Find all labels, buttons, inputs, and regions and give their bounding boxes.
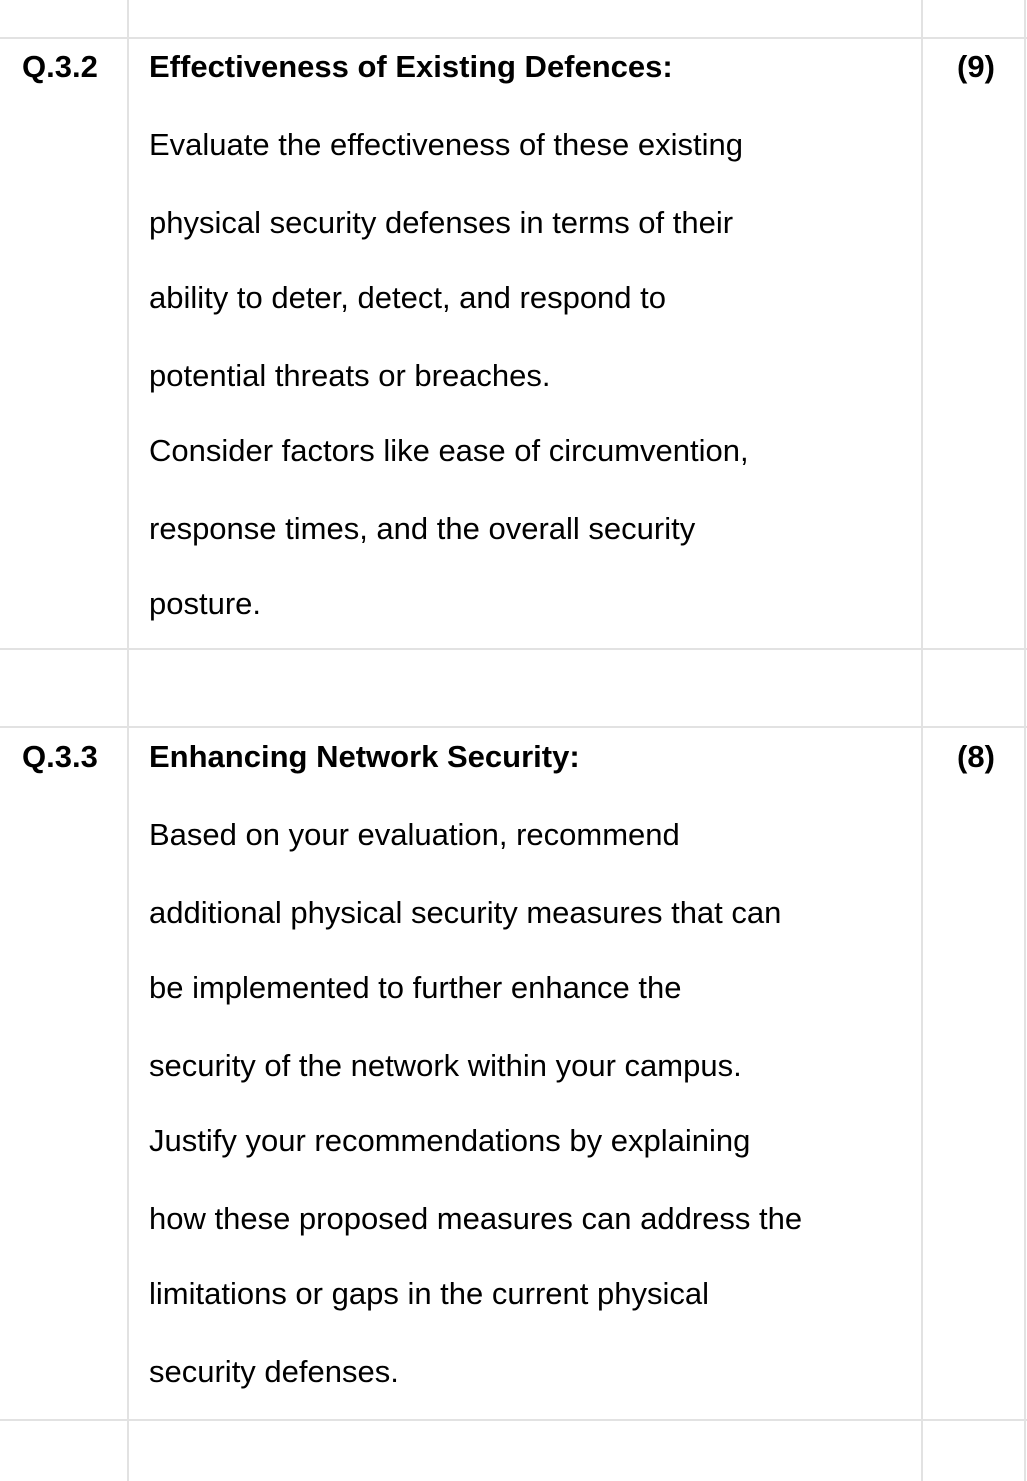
question-text-line: posture.: [149, 586, 262, 621]
question-text-line: limitations or gaps in the current physical: [149, 1276, 709, 1311]
question-number: Q.3.2: [22, 49, 98, 84]
question-text-line: security of the network within your campus.: [149, 1048, 742, 1083]
row-divider: [0, 1419, 1027, 1421]
question-text-line: Consider factors like ease of circumvention,: [149, 433, 749, 468]
row-divider: [0, 37, 1027, 39]
question-title: Enhancing Network Security:: [149, 739, 580, 774]
row-divider: [0, 648, 1027, 650]
question-text-line: Evaluate the effectiveness of these existing: [149, 127, 743, 162]
question-marks: (8): [957, 739, 995, 774]
question-text-line: ability to deter, detect, and respond to: [149, 280, 667, 315]
question-text-line: physical security defenses in terms of their: [149, 205, 734, 240]
column-divider-left: [127, 0, 129, 1481]
question-text-line: Justify your recommendations by explaining: [149, 1123, 751, 1158]
question-text-line: Based on your evaluation, recommend: [149, 817, 680, 852]
question-text-line: potential threats or breaches.: [149, 358, 551, 393]
question-text-line: be implemented to further enhance the: [149, 970, 682, 1005]
row-divider: [0, 726, 1027, 728]
question-title: Effectiveness of Existing Defences:: [149, 49, 673, 84]
question-text-line: how these proposed measures can address the: [149, 1201, 803, 1236]
question-number: Q.3.3: [22, 739, 98, 774]
question-marks: (9): [957, 49, 995, 84]
question-text-line: security defenses.: [149, 1354, 399, 1389]
question-text-line: additional physical security measures that can: [149, 895, 782, 930]
column-divider-right: [921, 0, 923, 1481]
question-text-line: response times, and the overall security: [149, 511, 696, 546]
